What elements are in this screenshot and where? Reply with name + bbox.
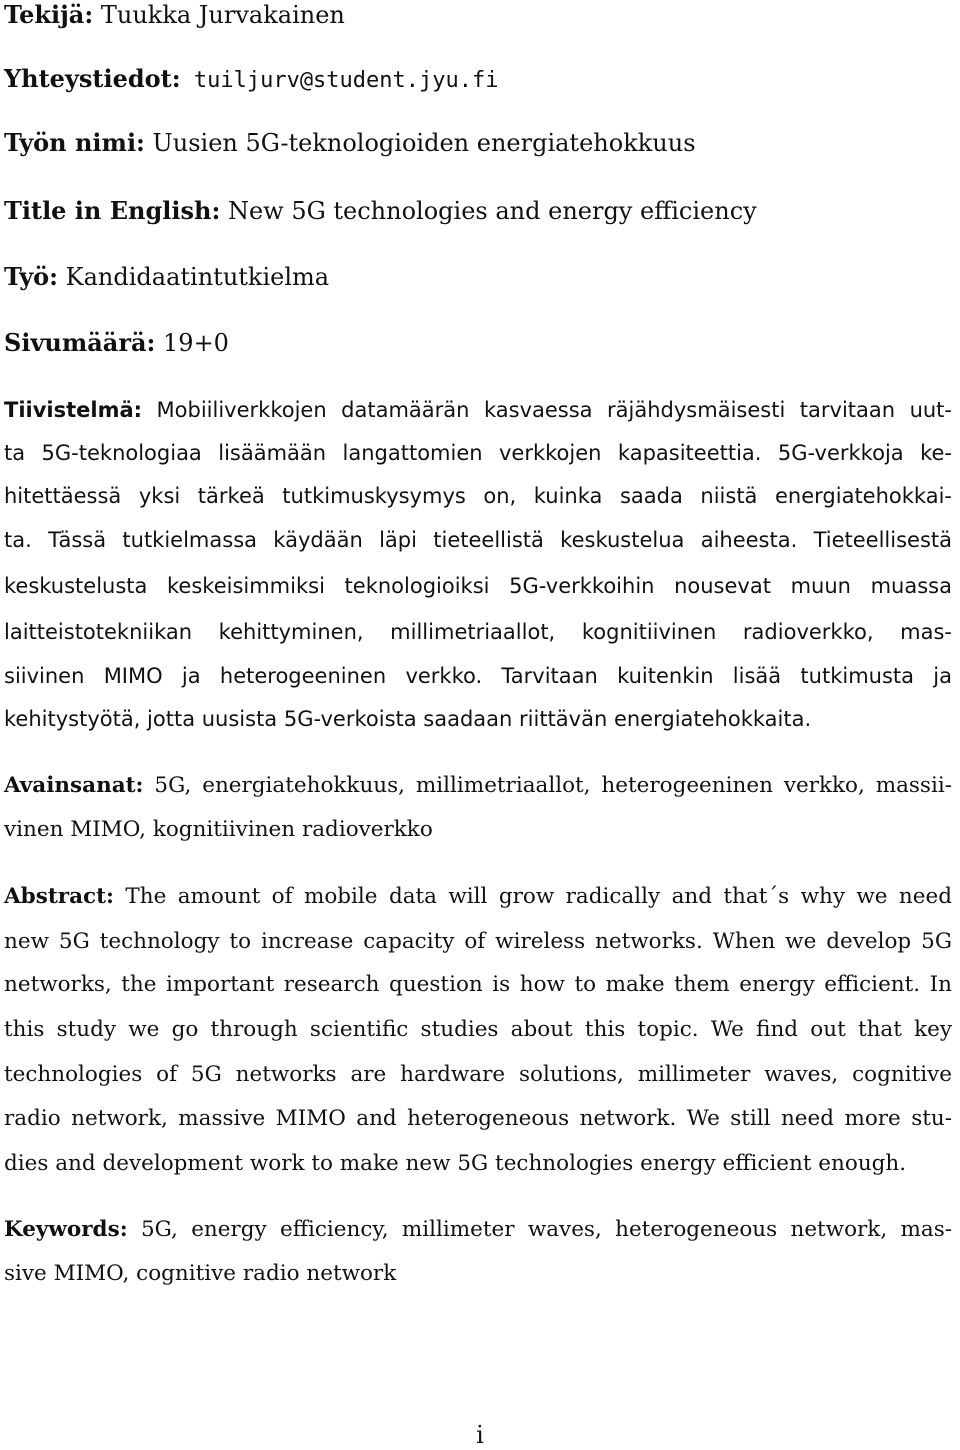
summary-fi-line: siivinen MIMO ja heterogeeninen verkko. Tarvitaan kuitenkin lisää tutkimusta ja — [4, 664, 952, 688]
title-fi-label: Työn nimi: — [4, 128, 145, 157]
work-type-label: Työ: — [4, 262, 59, 291]
abstract-label: Abstract: — [4, 884, 114, 909]
work-type-value: Kandidaatintutkielma — [58, 263, 330, 291]
title-en-line — [4, 196, 952, 226]
abstract-text: The amount of mobile data will grow radically and that´s why we need — [113, 884, 952, 909]
abstract-line: technologies of 5G networks are hardware solutions, millimeter waves, cognitive — [4, 1062, 952, 1087]
abstract-line — [4, 882, 952, 912]
keywords-fi-line — [4, 771, 952, 801]
author-value: Tuukka Jurvakainen — [93, 1, 345, 29]
abstract-line: this study we go through scientific studies about this topic. We find out that key — [4, 1017, 952, 1042]
keywords-en-line: sive MIMO, cognitive radio network — [4, 1261, 397, 1286]
summary-fi-line: keskustelusta keskeisimmiksi teknologioiksi 5G-verkkoihin nousevat muun muassa — [4, 574, 952, 598]
contact-label: Yhteystiedot: — [4, 64, 181, 93]
summary-fi-line: laitteistotekniikan kehittyminen, millimetriaallot, kognitiivinen radioverkko, mas- — [4, 620, 952, 644]
abstract-line: networks, the important research question is how to make them energy efficient. In — [4, 972, 952, 997]
summary-fi-text: Mobiiliverkkojen datamäärän kasvaessa räjähdysmäisesti tarvitaan uut- — [142, 398, 952, 422]
abstract-line: new 5G technology to increase capacity of wireless networks. When we develop 5G — [4, 929, 952, 954]
page-number: i — [476, 1421, 484, 1449]
keywords-fi-line: vinen MIMO, kognitiivinen radioverkko — [4, 817, 433, 842]
abstract-line: radio network, massive MIMO and heterogeneous network. We still need more stu- — [4, 1106, 952, 1131]
summary-fi-line — [4, 395, 952, 425]
keywords-fi-text: 5G, energiatehokkuus, millimetriaallot, heterogeeninen verkko, massii- — [143, 773, 952, 798]
title-fi-value: Uusien 5G-teknologioiden energiatehokkuus — [144, 129, 696, 157]
title-en-label: Title in English: — [4, 196, 221, 225]
contact-email: tuiljurv@student.jyu.fi — [180, 68, 499, 93]
page-count-label: Sivumäärä: — [4, 328, 156, 357]
keywords-en-line — [4, 1215, 952, 1245]
summary-fi-line: kehitystyötä, jotta uusista 5G-verkoista saadaan riittävän energiatehokkaita. — [4, 707, 812, 731]
summary-fi-label: Tiivistelmä: — [4, 398, 143, 422]
page-count-value: 19+0 — [155, 329, 229, 357]
keywords-fi-label: Avainsanat: — [4, 773, 144, 798]
abstract-line: dies and development work to make new 5G technologies energy efficient enough. — [4, 1151, 907, 1176]
summary-fi-line: ta 5G-teknologiaa lisäämään langattomien verkkojen kapasiteettia. 5G-verkkoja ke- — [4, 441, 952, 465]
contact-line — [4, 64, 952, 96]
author-label: Tekijä: — [4, 0, 94, 29]
work-type-line — [4, 262, 952, 292]
title-fi-line — [4, 128, 952, 158]
summary-fi-line: ta. Tässä tutkielmassa käydään läpi tieteellistä keskustelua aiheesta. Tieteellisestä — [4, 528, 952, 552]
title-en-value: New 5G technologies and energy efficiency — [220, 197, 757, 225]
summary-fi-line: hitettäessä yksi tärkeä tutkimuskysymys on, kuinka saada niistä energiatehokkai- — [4, 484, 952, 508]
page-count-line — [4, 328, 952, 358]
author-line — [4, 0, 952, 30]
keywords-en-text: 5G, energy efficiency, millimeter waves, heterogeneous network, mas- — [127, 1217, 952, 1242]
keywords-en-label: Keywords: — [4, 1217, 128, 1242]
